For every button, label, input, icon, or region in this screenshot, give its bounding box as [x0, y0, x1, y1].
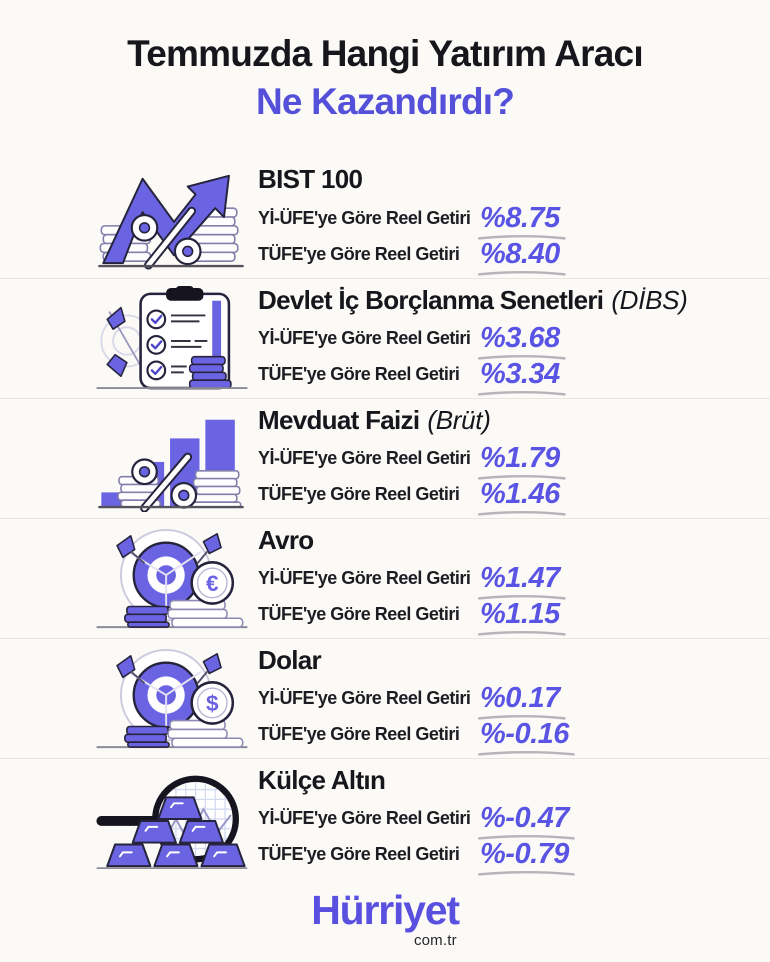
section-title-text: Avro: [258, 524, 314, 555]
section-altin: [0, 758, 770, 878]
metric-value-tufe: [480, 718, 569, 751]
metric-value-yiufe: [480, 202, 560, 235]
metric-value-text: %1.47: [480, 562, 560, 594]
metric-value-tufe: [480, 358, 560, 391]
metric-value-text: %3.68: [480, 322, 560, 354]
section-bist100: [0, 158, 770, 278]
clipboard-checklist-icon: [90, 286, 254, 392]
section-title-text: Külçe Altın: [258, 764, 386, 795]
sections-list: [0, 158, 770, 878]
stock-chart-icon: [90, 165, 254, 271]
metric-value-yiufe: [480, 322, 560, 355]
metric-label-tufe: TÜFE'ye Göre Reel Getiri: [258, 364, 460, 384]
metric-value-tufe: [480, 238, 560, 271]
metric-value-text: %-0.79: [480, 838, 569, 870]
section-dolar: [0, 638, 770, 758]
section-title-text: Dolar: [258, 644, 321, 675]
metric-row-yiufe: [258, 441, 560, 477]
section-title-text: BIST 100: [258, 164, 363, 194]
underline-swoosh: [477, 870, 576, 877]
section-title-text: Devlet İç Borçlanma Senetleri: [258, 284, 604, 315]
metric-value-text: %3.34: [480, 358, 560, 390]
metric-label-yiufe: Yİ-ÜFE'ye Göre Reel Getiri: [258, 207, 471, 228]
metric-label-yiufe: Yİ-ÜFE'ye Göre Reel Getiri: [258, 808, 471, 828]
underline-swoosh: [477, 750, 576, 757]
metric-value-yiufe: [480, 802, 569, 835]
metric-label-tufe: TÜFE'ye Göre Reel Getiri: [258, 844, 460, 864]
metric-label-tufe: TÜFE'ye Göre Reel Getiri: [258, 724, 460, 744]
section-content: [258, 405, 560, 513]
page-header: [0, 0, 770, 126]
metric-label-yiufe: Yİ-ÜFE'ye Göre Reel Getiri: [258, 568, 471, 588]
underline-swoosh: [477, 510, 567, 517]
metric-value-tufe: [480, 478, 560, 511]
bar-chart-icon: [90, 406, 254, 512]
metric-value-text: %1.46: [480, 478, 560, 510]
section-content: [258, 525, 560, 633]
hurriyet-logo-text: Hürriyet: [311, 887, 459, 933]
metric-value-text: %8.40: [480, 237, 560, 270]
target-dollar-icon: [90, 646, 254, 752]
section-content: [258, 164, 560, 272]
metric-row-tufe: [258, 477, 560, 513]
metric-row-tufe: [258, 236, 560, 272]
metric-label-yiufe: Yİ-ÜFE'ye Göre Reel Getiri: [258, 688, 471, 708]
metric-row-tufe: [258, 717, 569, 753]
metric-label-tufe: TÜFE'ye Göre Reel Getiri: [258, 243, 460, 264]
page-title-line2: Ne Kazandırdı?: [255, 81, 515, 122]
section-content: [258, 765, 569, 873]
metric-label-yiufe: Yİ-ÜFE'ye Göre Reel Getiri: [258, 328, 471, 348]
metric-value-yiufe: [480, 562, 560, 595]
section-title: [258, 405, 560, 436]
svg-text:€: €: [205, 570, 219, 596]
metric-value-tufe: [480, 838, 569, 871]
metric-row-tufe: [258, 597, 560, 633]
metric-label-tufe: TÜFE'ye Göre Reel Getiri: [258, 484, 460, 504]
metric-row-yiufe: [258, 561, 560, 597]
section-title: [258, 164, 560, 195]
metric-value-text: %-0.16: [480, 718, 569, 750]
section-dibs: [0, 278, 770, 398]
page-title-line1: Temmuzda Hangi Yatırım Aracı: [127, 33, 643, 74]
metric-label-yiufe: Yİ-ÜFE'ye Göre Reel Getiri: [258, 448, 471, 468]
page-footer: [0, 887, 770, 950]
section-title-suffix: (Brüt): [427, 404, 491, 435]
underline-swoosh: [477, 270, 567, 277]
metric-value-tufe: [480, 598, 560, 631]
metric-value-text: %0.17: [480, 682, 560, 714]
metric-row-tufe: [258, 357, 688, 393]
section-title: [258, 645, 569, 676]
metric-row-yiufe: [258, 200, 560, 236]
underline-swoosh: [477, 630, 567, 637]
svg-text:$: $: [205, 690, 219, 716]
hurriyet-logo: [311, 887, 459, 949]
metric-value-yiufe: [480, 442, 560, 475]
metric-value-text: %1.79: [480, 442, 560, 474]
section-title: [258, 525, 560, 556]
metric-label-tufe: TÜFE'ye Göre Reel Getiri: [258, 604, 460, 624]
underline-swoosh: [477, 390, 567, 397]
section-title-suffix: (DİBS): [611, 284, 688, 315]
target-euro-icon: [90, 526, 254, 632]
section-avro: [0, 518, 770, 638]
metric-value-text: %1.15: [480, 598, 560, 630]
section-title: [258, 285, 688, 316]
section-content: [258, 285, 688, 393]
metric-row-tufe: [258, 837, 569, 873]
metric-row-yiufe: [258, 681, 569, 717]
metric-value-text: %8.75: [480, 201, 560, 234]
section-title: [258, 765, 569, 796]
section-mevduat: [0, 398, 770, 518]
section-title-text: Mevduat Faizi: [258, 404, 420, 435]
metric-value-yiufe: [480, 682, 560, 715]
metric-value-text: %-0.47: [480, 802, 569, 834]
metric-row-yiufe: [258, 801, 569, 837]
hurriyet-logo-domain: com.tr: [413, 932, 457, 949]
gold-bars-magnifier-icon: [90, 766, 254, 872]
metric-row-yiufe: [258, 321, 688, 357]
section-content: [258, 645, 569, 753]
